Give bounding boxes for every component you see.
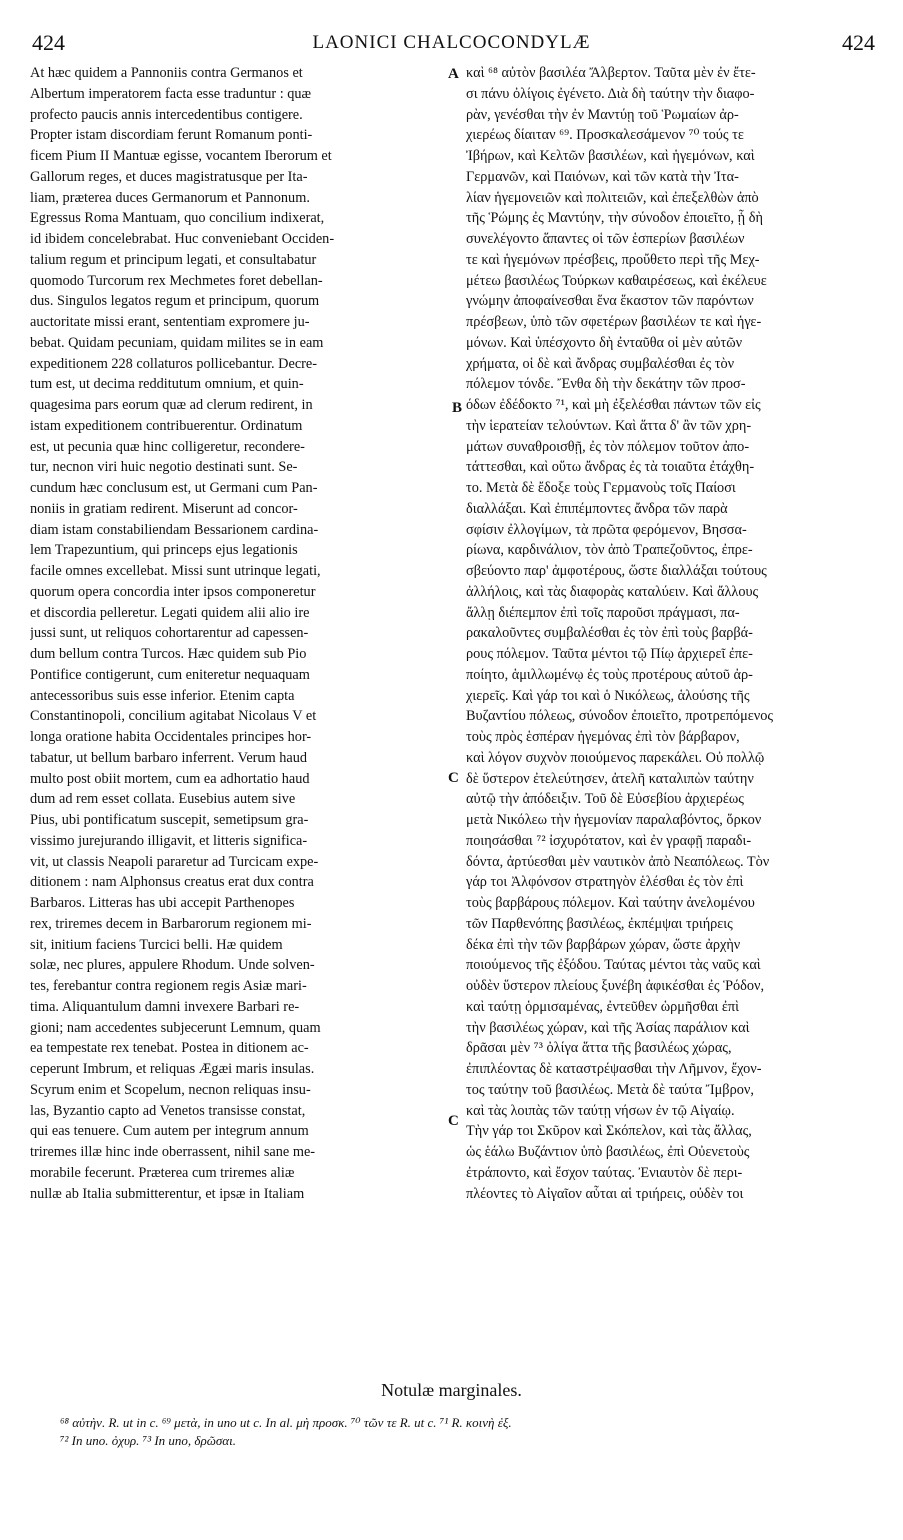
greek-text-line: μέτεω βασιλέως Τούρκων καθαιρέσεως, καὶ ἐκέλευε (466, 272, 767, 289)
greek-text-line: Γερμανῶν, καὶ Παιόνων, καὶ τῶν κατὰ τὴν Ἰτα- (466, 168, 739, 185)
greek-text-line: ὡς ἑάλω Βυζάντιον ὑπὸ βασιλέως, ἐπὶ Οὐενετοὺς (466, 1144, 750, 1160)
latin-text-line: Barbaros. Litteras has ubi accepit Parthenopes (30, 895, 295, 911)
greek-text-line: ἐτράποντο, καὶ ἔσχον ταύτας. Ἐνιαυτὸν δὲ περι- (466, 1164, 743, 1181)
greek-text-line: τῶν Παρθενόπης βασιλέως, ἐκπέμψαι τριήρεις (466, 915, 733, 932)
greek-text-line: τοὺς πρὸς ἑσπέραν ἡγεμόνας ἐπὶ τὸν βάρβαρον, (466, 729, 740, 745)
margin-marker-a: A (448, 66, 459, 82)
greek-text-line: τῆς Ῥώμης ἐς Μαντύην, τὴν σύνοδον ἐποιεῖτο, ᾗ δὴ (466, 210, 763, 227)
latin-text-line: dum ad rem esset collata. Eusebius autem sive (30, 791, 296, 808)
latin-text-line: facile omnes excellebat. Missi sunt utrinque legati, (30, 563, 321, 579)
latin-text-line: vit, ut classis Neapoli pararetur ad Turcicam expe- (30, 853, 319, 870)
latin-text-line: Gallorum reges, et duces magistratusque per Ita- (30, 168, 308, 185)
greek-text-line: σβεύοντο παρ' ἀμφοτέρους, ὥστε διαλλάξαι τούτους (466, 563, 767, 579)
greek-text-line: ἐπιπλέοντας δὲ καταστρέψασθαι τὴν Λῆμνον, ἔχον- (466, 1061, 762, 1077)
page-number-left: 424 (32, 30, 65, 55)
greek-text-line: τάττεσθαι, καὶ οὕτω ἄνδρας ἐς τὰ τοιαῦτα ἐτάχθη- (466, 459, 755, 476)
greek-text-line: τὴν βασιλέως χώραν, καὶ τῆς Ἀσίας παράλιον καὶ (466, 1019, 750, 1036)
greek-text-line: τὴν ἱερατείαν τελούντων. Καὶ ἅττα δ' ἂν τῶν χρη- (466, 417, 752, 434)
latin-text-line: diam istam constabiliendam Bessarionem cardina- (30, 521, 319, 538)
greek-text-line: λίαν ἡγεμονειῶν καὶ πολιτειῶν, καὶ ἐπεξελθὼν ἀπὸ (466, 189, 759, 206)
greek-text-line: τος ταύτην τοῦ βασιλέως. Μετὰ δὲ ταύτα Ἴμβρον, (466, 1081, 754, 1098)
greek-text-line: σι πάνυ ὀλίγοις ἐγένετο. Διὰ δὴ ταύτην τὴν διαφο- (466, 85, 755, 102)
greek-text-line: ποιησάσθαι ⁷² ἰσχυρότατον, καὶ ἐν γραφῇ παραδι- (466, 832, 752, 849)
greek-text-line: οὐδὲν ὕστερον πλείους ξυνέβη ἀφικέσθαι ἐς Ῥόδον, (466, 978, 765, 994)
latin-text-line: id ibidem concelebrabat. Huc conveniebant Occiden- (30, 231, 335, 247)
greek-text-line: πλέοντες τὸ Αἰγαῖον αὗται αἱ τριήρεις, οὐδὲν τοι (466, 1185, 744, 1202)
latin-text-line: las, Byzantio capto ad Venetos transisse constat, (30, 1102, 306, 1119)
greek-text-line: καὶ ⁶⁸ αὐτὸν βασιλέα Ἄλβερτον. Ταῦτα μὲν ἐν ἔτε- (466, 65, 756, 81)
greek-text-line: δρᾶσαι μὲν ⁷³ ὀλίγα ἅττα τῆς βασιλέως χώρας, (466, 1040, 732, 1057)
greek-text-line: δὲ ὕστερον ἐτελεύτησεν, ἀτελῆ καταλιπὼν ταύτην (466, 770, 754, 787)
running-head: LAONICI CHALCOCONDYLÆ (312, 32, 591, 53)
greek-text-line: χιερέως δίαιταν ⁶⁹. Προσκαλεσάμενον ⁷⁰ τούς τε (466, 127, 744, 144)
latin-text-line: expeditionem 228 collaturos pollicebantur. Decre- (30, 355, 318, 372)
latin-text-line: jussi sunt, ut reliquos cohortarentur ad capessen- (30, 625, 309, 642)
greek-text-line: χιερεῖς. Καὶ γάρ τοι καὶ ὁ Νικόλεως, ἁλούσης τῆς (466, 687, 750, 704)
note-line: ⁷² In uno. ὀχυρ. ⁷³ In uno, δρῶσαι. (60, 1433, 236, 1448)
latin-text-line: multo post obiit mortem, cum ea adhortatio haud (30, 770, 310, 787)
greek-text-line: καὶ τὰς λοιπὰς τῶν ταύτῃ νήσων ἐν τῷ Αἰγαίῳ. (466, 1102, 735, 1119)
greek-text-line: γάρ τοι Ἀλφόνσον στρατηγὸν ἑλέσθαι ἐς τὸν ἐπὶ (466, 874, 744, 891)
latin-text-line: liam, præterea duces Germanorum et Pannonum. (30, 189, 310, 206)
latin-text-line: sit, initium faciens Turcici belli. Hæ quidem (30, 936, 283, 953)
latin-text-line: tur, necnon viri huic negotio destinati sunt. Se- (30, 459, 298, 476)
latin-text-line: Scyrum enim et Scopelum, necnon reliquas insu- (30, 1081, 311, 1098)
latin-text-line: Pius, ubi pontificatum suscepit, semetipsum gra- (30, 812, 309, 828)
latin-text-line: tum est, ut decima redditutum omnium, et quin- (30, 376, 304, 393)
latin-text-line: nullæ ab Italia submitterentur, et ipsæ in Italiam (30, 1185, 305, 1202)
latin-text-line: ficem Pium II Mantuæ egisse, vocantem Iberorum et (30, 148, 332, 164)
greek-text-line: σφίσιν ἐλλογίμων, τὰ πρῶτα φερόμενον, Βησσα- (466, 521, 747, 538)
margin-marker-b: B (452, 400, 463, 416)
latin-text-line: istam expeditionem contribuerentur. Ordinatum (30, 417, 303, 434)
latin-text-line: quorum opera concordia inter ipsos componeretur (30, 583, 316, 600)
greek-text-line: πόλεμον τόνδε. Ἔνθα δὴ τὴν δεκάτην τῶν προσ- (466, 376, 746, 393)
greek-text-line: πρέσβεων, ὑπὸ τῶν σφετέρων βασιλέων τε καὶ ἡγε- (466, 314, 762, 330)
greek-text-line: όδων ἐδέδοκτο ⁷¹, καὶ μὴ ἐξελέσθαι πάντων τῶν εἰς (466, 397, 761, 413)
latin-text-line: tima. Aliquantulum damni invexere Barbari re- (30, 998, 300, 1015)
page-header (22, 30, 881, 60)
greek-text-line: καὶ ταύτῃ ὁρμισαμένας, ἐντεῦθεν ὡρμῆσθαι ἐπὶ (466, 998, 739, 1015)
latin-text-line: profecto paucis annis intercedentibus contigere. (30, 106, 303, 123)
latin-text-line: qui eas tenuere. Cum autem per integrum annum (30, 1123, 309, 1140)
latin-text-line: lem Trapezuntium, qui princeps ejus legationis (30, 542, 298, 559)
greek-text-line: καὶ λόγον συχνὸν ποιούμενος παρεκάλει. Οὐ πολλῷ (466, 749, 765, 766)
latin-text-line: cundum hæc conclusum est, ut Germani cum Pan- (30, 480, 318, 496)
note-line: ⁶⁸ αὐτὴν. R. ut in c. ⁶⁹ μετὰ, in uno ut c. In al. μὴ προσκ. ⁷⁰ τῶν τε R. ut c. ⁷¹ R. κοινὴ ἐξ. (60, 1415, 512, 1430)
greek-text-line: το. Μετὰ δὲ ἔδοξε τοὺς Γερμανοὺς τοῖς Παίοσι (466, 480, 736, 496)
latin-text-line: triremes illæ hinc inde oberrassent, nihil sane me- (30, 1144, 316, 1160)
marginal-notes (60, 1414, 863, 1450)
greek-text-line: ρακαλοῦντες συμβαλέσθαι ἐς τὸν ἐπὶ τοὺς βαρβά- (466, 625, 753, 642)
greek-text-line: ρίωνα, καρδινάλιον, τὸν ἀπὸ Τραπεζοῦντος, ἐπρε- (466, 542, 753, 559)
latin-text-line: Pontifice contigerunt, cum eniteretur nequaquam (30, 666, 310, 683)
page-number-right: 424 (842, 30, 875, 55)
greek-text-line: Τὴν γάρ τοι Σκῦρον καὶ Σκόπελον, καὶ τὰς ἄλλας, (466, 1123, 752, 1140)
latin-text-line: longa oratione habita Occidentales principes hor- (30, 729, 312, 745)
latin-text-line: et discordia pelleretur. Legati quidem alii alio ire (30, 604, 310, 621)
greek-column (466, 63, 878, 1204)
greek-text-line: τε καὶ ἡγεμόνων πρέσβεις, προὔθετο περὶ τῆς Μεχ- (466, 251, 760, 268)
latin-text-line: quagesima pars eorum quæ ad clerum redirent, in (30, 397, 313, 413)
latin-text-line: vissimo jurejurando illigavit, et litteris significa- (30, 832, 308, 849)
latin-text-line: auctoritate missi erant, sententiam expromere ju- (30, 314, 310, 330)
latin-column (30, 63, 435, 1204)
latin-text-line: noniis in gratiam redirent. Miserunt ad concor- (30, 500, 298, 517)
latin-text-line: tes, ferebantur contra regionem regis Asiæ mari- (30, 978, 307, 994)
latin-text-line: dum bellum contra Turcos. Hæc quidem sub Pio (30, 646, 307, 662)
greek-text-line: ἀλλήλοις, καὶ τὰς διαφορὰς καταλύειν. Καὶ ἄλλους (466, 583, 759, 600)
latin-text-line: Egressus Roma Mantuam, quo concilium indixerat, (30, 210, 325, 227)
greek-text-line: ποίητο, ἁμιλλωμένῳ ἐς τοὺς προτέρους αὐτοῦ ἀρ- (466, 666, 753, 683)
latin-text-line: gioni; nam accedentes subjecerunt Lemnum, quam (30, 1019, 321, 1036)
latin-text-line: talium regum et principum legati, et consultabatur (30, 251, 317, 268)
greek-text-line: μετὰ Νικόλεω τὴν ἡγεμονίαν παραλαβόντος, ὅρκον (466, 812, 762, 828)
latin-text-line: ceperunt Imbrum, et reliquas Ægæi maris insulas. (30, 1061, 315, 1077)
latin-text-line: Propter istam discordiam ferunt Romanum ponti- (30, 127, 313, 144)
greek-text-line: ποιούμενος τῆς ἐξόδου. Ταύτας μέντοι τὰς ναῦς καὶ (466, 957, 761, 974)
latin-text-line: quomodo Turcorum rex Mechmetes foret debellan- (30, 272, 323, 289)
greek-text-line: ρους πόλεμον. Ταῦτα μέντοι τῷ Πίῳ ἀρχιερεῖ ἐπε- (466, 646, 753, 662)
latin-text-line: bebat. Quidam pecuniam, quidam milites se in eam (30, 334, 324, 351)
latin-text-line: est, ut pecunia quæ hinc colligeretur, recondere- (30, 438, 305, 455)
greek-text-line: δόντα, ἀρτύεσθαι μὲν ναυτικὸν ἀπὸ Νεαπόλεως. Τὸν (466, 853, 770, 870)
latin-text-line: dus. Singulos legatos regum et principum, quorum (30, 293, 320, 310)
greek-text-line: αὐτῷ τὴν ἀπόδειξιν. Τοῦ δὲ Εὐσεβίου ἀρχιερέως (466, 791, 744, 808)
margin-marker-c1: C (448, 770, 459, 786)
greek-text-line: μάτων συναθροισθῇ, ἐς τὸν πόλεμον τοῦτον ἀπο- (466, 438, 750, 455)
latin-text-line: Constantinopoli, concilium agitabat Nicolaus V et (30, 708, 317, 725)
latin-text-line: ditionem : nam Alphonsus creatus erat dux contra (30, 874, 314, 891)
greek-text-line: συνελέγοντο ἅπαντες οἱ τῶν ἑσπερίων βασιλέων (466, 231, 745, 247)
greek-text-line: μόνων. Καὶ ὑπέσχοντο δὴ ἐνταῦθα οἱ μὲν αὐτῶν (466, 334, 743, 351)
latin-text-line: antecessoribus suis esse inferior. Etenim capta (30, 687, 295, 704)
greek-text-line: διαλλάξαι. Καὶ ἐπιπέμποντες ἄνδρα τῶν παρὰ (466, 500, 728, 517)
greek-text-line: Βυζαντίου πόλεως, σύνοδον ἐποιεῖτο, προτρεπόμενος (466, 708, 774, 725)
margin-marker-c2: C (448, 1113, 459, 1129)
greek-text-line: ρὰν, γενέσθαι τὴν ἐν Μαντύῃ τοῦ Ῥωμαίων ἀρ- (466, 106, 739, 123)
greek-text-line: Ἰβήρων, καὶ Κελτῶν βασιλέων, καὶ ἡγεμόνων, καὶ (466, 148, 755, 164)
latin-text-line: At hæc quidem a Pannoniis contra Germanos et (30, 65, 303, 81)
latin-text-line: tabatur, ut bellum barbaro inferrent. Verum haud (30, 749, 308, 766)
latin-text-line: ea tempestate rex tenebat. Postea in ditionem ac- (30, 1040, 309, 1057)
latin-text-line: Albertum imperatorem facta esse traduntur : quæ (30, 85, 312, 102)
latin-text-line: solæ, nec plures, appulere Rhodum. Unde solven- (30, 957, 315, 974)
latin-text-line: rex, triremes decem in Barbarorum regionem mi- (30, 915, 312, 932)
greek-text-line: ἄλλῃ διέπεμπον ἐπὶ τοῖς παροῦσι πράγμασι, πα- (466, 604, 740, 621)
greek-text-line: χρήματα, οἱ δὲ καὶ ἄνδρας συμβαλέσθαι ἐς τὸν (466, 355, 735, 372)
notes-title: Notulæ marginales. (381, 1380, 522, 1400)
greek-text-line: δέκα ἐπὶ τὴν τῶν βαρβάρων χώραν, ὥστε ἀρχὴν (466, 936, 741, 953)
latin-text-line: morabile fecerunt. Præterea cum triremes aliæ (30, 1164, 295, 1181)
greek-text-line: τοὺς βαρβάρους πόλεμον. Καὶ ταύτην ἀνελομένου (466, 895, 755, 911)
greek-text-line: γνώμην ἀποφαίνεσθαι ἕνα ἕκαστον τῶν παρόντων (466, 293, 754, 310)
